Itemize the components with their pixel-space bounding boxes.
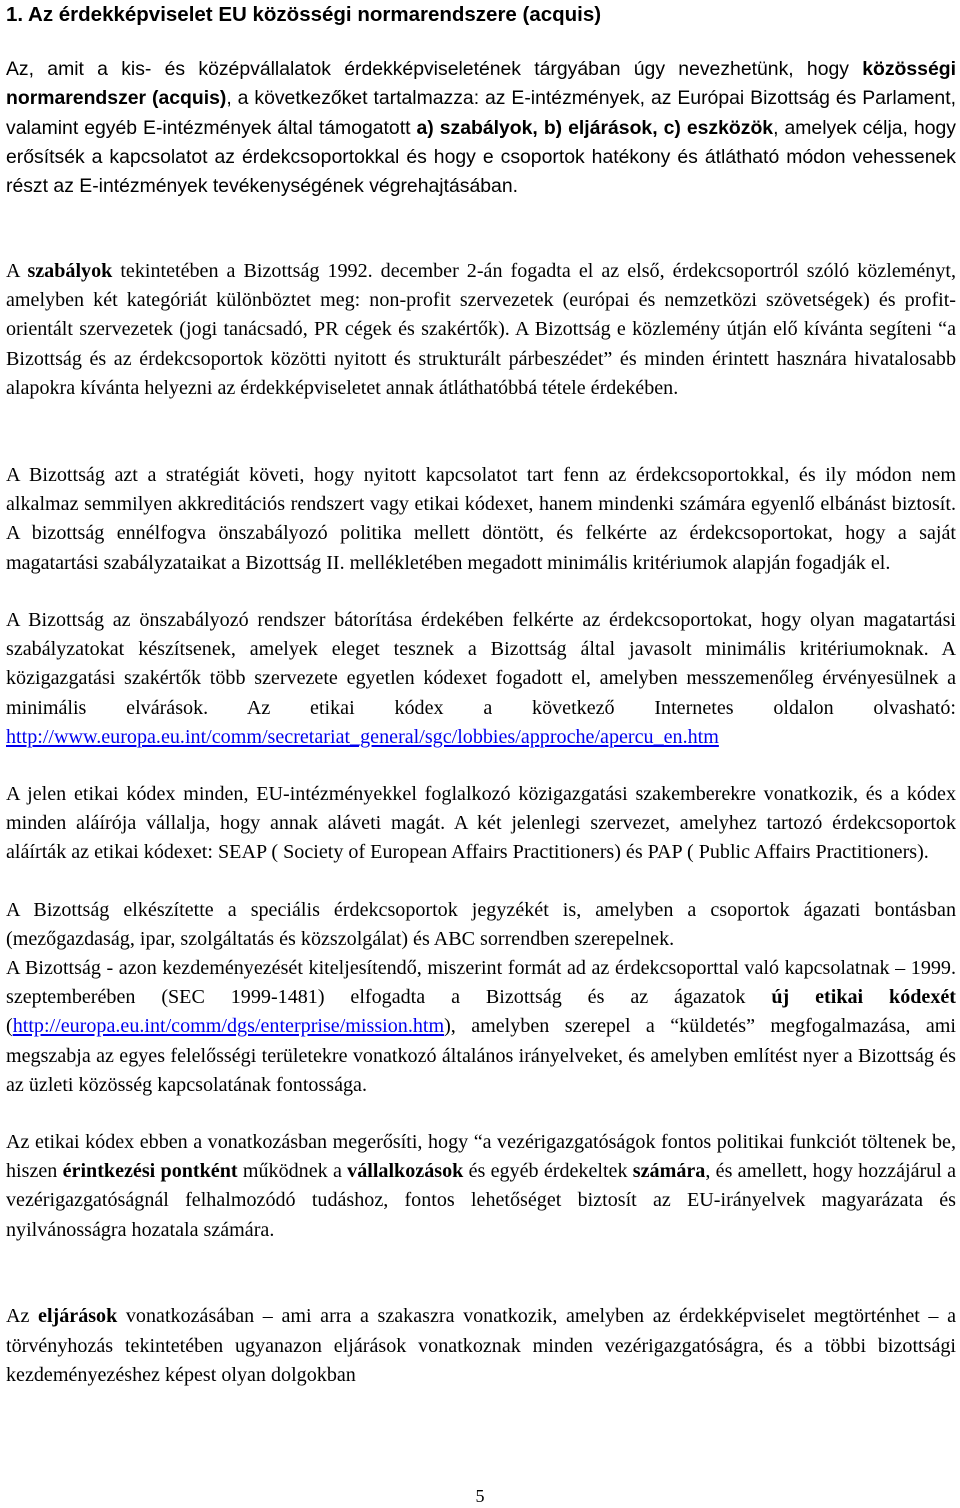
text: tekintetében a Bizottság 1992. december 2-án fogadta el az első, érdekcsoportról szóló közleményt, amelyben két kategóriát különböztet meg: non-profit szervezetek (európai és nemzetközi szövetségek) és profit-orientált szervezetek (jogi tanácsadó, PR cégek és szakértők). A Bizottság e közlemény útján elő kívánta segíteni “a Bizottság és az érdekcsoportok közötti nyitott és strukturált párbeszédet” és minden érintett hasznára hivatalosabb alapokra kívánta helyezni az érdekképviseletet annak átláthatóbbá tétele érdekében. [6, 260, 956, 399]
section-heading: 1. Az érdekképviselet EU közösségi normarendszere (acquis) [6, 3, 602, 26]
paragraph-strategy [6, 461, 956, 578]
text: Az [6, 1305, 39, 1327]
bold-term: új etikai kódexét [771, 986, 956, 1009]
bold-term: vállalkozások [347, 1160, 464, 1183]
text: A Bizottság - azon kezdeményezését kiteljesítendő, miszerint formát ad az érdekcsoporttal való kapcsolatnak – 1999. szeptemberében (SEC 1999-1481) elfogadta a Bizottság és az ágazatok [6, 957, 956, 1009]
paragraph-rules [6, 257, 956, 403]
text: és egyéb érdekeltek [463, 1160, 633, 1183]
text: , és amellett, hogy hozzájárul a vezérigazgatóságnál felhalmozódó tudáshoz, fontos lehetőséget biztosít az EU-irányelvek magyarázata és nyilvánosságra hozatala számára. [6, 1160, 957, 1241]
bold-term: a) szabályok, b) eljárások, c) eszközök [416, 116, 774, 139]
text: A [6, 260, 28, 282]
text: A jelen etikai kódex minden, EU-intézményekkel foglalkozó közigazgatási szakemberekre vonatkozik, és a kódex minden aláírója vállalja, hogy annak aláveti magát. A két jelenlegi szervezet, amelyhez tartozó érdekcsoportok aláírták az etikai kódexet: SEAP ( Society of European Affairs Practitioners) és PAP ( Public Affairs Practitioners). [6, 783, 956, 864]
text: vonatkozásában – ami arra a szakaszra vonatkozik, amelyben az érdekképviselet megtörténhet – a törvényhozás tekintetében ugyanazon eljárások vonatkoznak minden vezérigazgatóságra, és a többi bizottsági kezdeményezéshez képest olyan dolgokban [6, 1305, 956, 1387]
paragraph-acquis-intro [6, 55, 956, 201]
paragraph-self-regulation [6, 606, 956, 752]
bold-term: közösségi normarendszer (acquis) [6, 58, 956, 110]
text: , a következőket tartalmazza: az E-intézmények, az Európai Bizottság és Parlament, valamint egyéb E-intézmények által támogatott [6, 87, 956, 139]
text: A Bizottság azt a stratégiát követi, hogy nyitott kapcsolatot tart fenn az érdekcsoportokkal, és ily módon nem alkalmaz semmilyen akkreditációs rendszert vagy etikai kódexet, hanem mindenki számára egyenlő elbánást biztosít. A bizottság ennélfogva önszabályozó politika mellett döntött, és felkérte az érdekcsoportokat, hogy a saját magatartási szabályzataikat a Bizottság II. mellékletében megadott minimális kritériumok alapján fogadják el. [6, 464, 956, 574]
paragraph-contact-point [6, 1128, 956, 1245]
text: működnek a [237, 1160, 348, 1183]
text: Az, amit a kis- és középvállalatok érdekképviseletének tárgyában úgy nevezhetünk, hogy [6, 58, 849, 80]
paragraph-new-code [6, 954, 956, 1100]
europa-enterprise-link[interactable]: http://europa.eu.int/comm/dgs/enterprise/mission.htm [12, 1015, 445, 1038]
text: ), amelyben szerepel a “küldetés” megfogalmazása, ami megszabja az egyes felelősségi területekre vonatkozó általános irányelveket, és amelyben említést nyer a Bizottság és az üzleti közösség kapcsolatának fontossága. [6, 1015, 956, 1096]
paragraph-register [6, 896, 956, 954]
bold-term: számára [632, 1160, 706, 1183]
text: Az etikai kódex ebben a vonatkozásban megerősíti, hogy “a vezérigazgatóságok fontos politikai funkciót töltenek be, hiszen [6, 1131, 956, 1183]
text: A Bizottság az önszabályozó rendszer bátorítása érdekében felkérte az érdekcsoportokat, hogy olyan magatartási szabályzatokat készítsenek, amelyek eleget tesznek a Bizottság által javasolt minimális kritériumoknak. A közigazgatási szakértők több szervezete egyetlen kódexet fogadott el, amelyben messzemenőleg érvényesülnek a minimális elvárások. Az etikai kódex a következő Internetes oldalon olvasható: [6, 609, 956, 719]
text: A Bizottság elkészítette a speciális érdekcsoportok jegyzékét is, amelyben a csoportok ágazati bontásban (mezőgazdaság, ipar, szolgáltatás és közszolgálat) és ABC sorrendben szerepelnek. [6, 899, 956, 951]
europa-lobbies-link[interactable]: http://www.europa.eu.int/comm/secretariat_general/sgc/lobbies/approche/apercu_en.htm [6, 725, 719, 748]
bold-term: eljárások [38, 1305, 118, 1327]
text: , amelyek célja, hogy erősítsék a kapcsolatot az érdekcsoportokkal és hogy e csoportok hatékony és átlátható módon vehessenek részt az E-intézmények tevékenységének végrehajtásában. [6, 116, 956, 198]
bold-term: érintkezési pontként [62, 1160, 238, 1183]
text: ( [6, 1015, 13, 1038]
paragraph-code-scope [6, 780, 956, 868]
paragraph-procedures [6, 1302, 956, 1391]
bold-term: szabályok [27, 260, 113, 282]
page-number: 5 [475, 1486, 485, 1506]
